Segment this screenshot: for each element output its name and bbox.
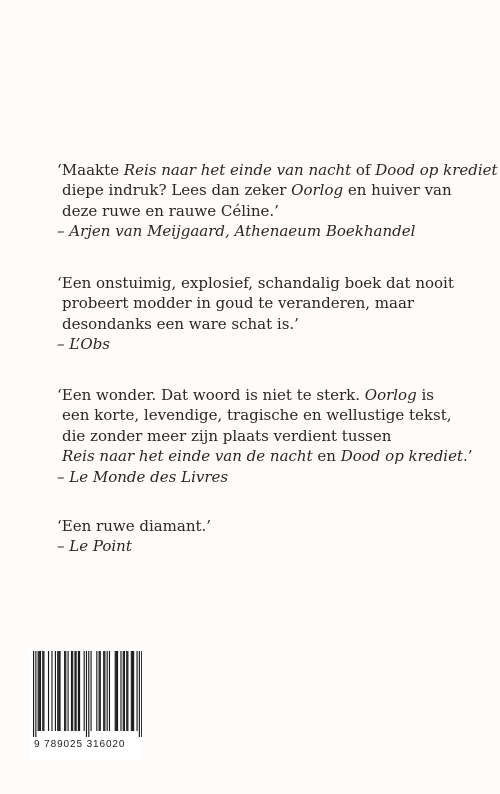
barcode-bar [104,651,105,731]
barcode-bar [68,651,69,731]
barcode-bar [116,651,117,731]
barcode-bar [103,651,104,731]
barcode-bar [39,651,40,731]
barcode-bar [72,651,73,731]
quote-1 [57,160,498,242]
barcode-bar [99,651,100,731]
quote-attribution: – L’Obs [57,335,110,354]
quote-line: die zonder meer zijn plaats verdient tussen [62,426,392,445]
barcode-bar [109,651,110,731]
barcode-bar [131,651,132,731]
barcode-bar [100,651,101,731]
isbn-number: 9 789025 316020 [34,739,126,750]
barcode-bar [88,651,89,737]
barcode-bar [51,651,52,731]
barcode-bar [132,651,133,731]
quote-attribution: – Le Point [57,537,132,556]
barcode-bar [58,651,59,731]
quote-line: ‘Maakte Reis naar het einde van nacht of Dood op krediet [57,161,498,179]
barcode-bar [139,651,140,737]
barcode-bar [127,651,128,731]
quote-line: probeert modder in goud te veranderen, maar [62,294,415,313]
barcode-bar [48,651,49,731]
quote-line: ‘Een onstuimig, explosief, schandalig boek dat nooit [57,274,454,292]
ean13-barcode-icon [30,651,142,737]
barcode-bar [74,651,75,731]
barcode-bar [117,651,118,731]
quote-line: deze ruwe en rauwe Céline.’ [62,201,279,220]
quote-line: ‘Een wonder. Dat woord is niet te sterk. Oorlog is [57,386,434,404]
barcode-bar [38,651,39,731]
quote-2 [57,273,457,355]
barcode-bar [33,651,34,737]
barcode-bar [91,651,92,731]
barcode-bar [126,651,127,731]
barcode-bar [42,651,43,731]
barcode-bar [141,651,142,737]
quote-3 [57,385,473,487]
barcode-bar [59,651,60,731]
quote-line: Reis naar het einde van de nacht en Dood op krediet.’ [62,447,473,466]
barcode-bar [133,651,134,731]
quote-line: diepe indruk? Lees dan zeker Oorlog en huiver van [62,181,452,200]
barcode-bar [65,651,66,731]
barcode-bar [43,651,44,731]
quote-attribution: – Le Monde des Livres [57,467,229,486]
barcode-bar [64,651,65,731]
barcode-bar [57,651,58,731]
quote-line: desondanks een ware schat is.’ [62,314,299,333]
quote-line: ‘Een ruwe diamant.’ [57,517,212,535]
barcode-bar [35,651,36,737]
barcode-bar [78,651,79,731]
quote-4 [57,516,457,557]
barcode-bar [123,651,124,731]
barcode-bar [120,651,121,731]
barcode-bar [96,651,97,731]
barcode-bar [124,651,125,731]
barcode-bar [71,651,72,731]
barcode-bar [137,651,138,731]
barcode-bar [115,651,116,731]
barcode-bar [76,651,77,731]
barcode-bar [40,651,41,731]
barcode-bar [84,651,85,731]
quote-attribution: – Arjen van Meijgaard, Athenaeum Boekhandel [57,222,416,241]
barcode-bar [107,651,108,731]
barcode-bar [55,651,56,731]
barcode-bar [79,651,80,731]
barcode-bar [86,651,87,737]
quote-line: een korte, levendige, tragische en wellustige tekst, [62,406,452,425]
